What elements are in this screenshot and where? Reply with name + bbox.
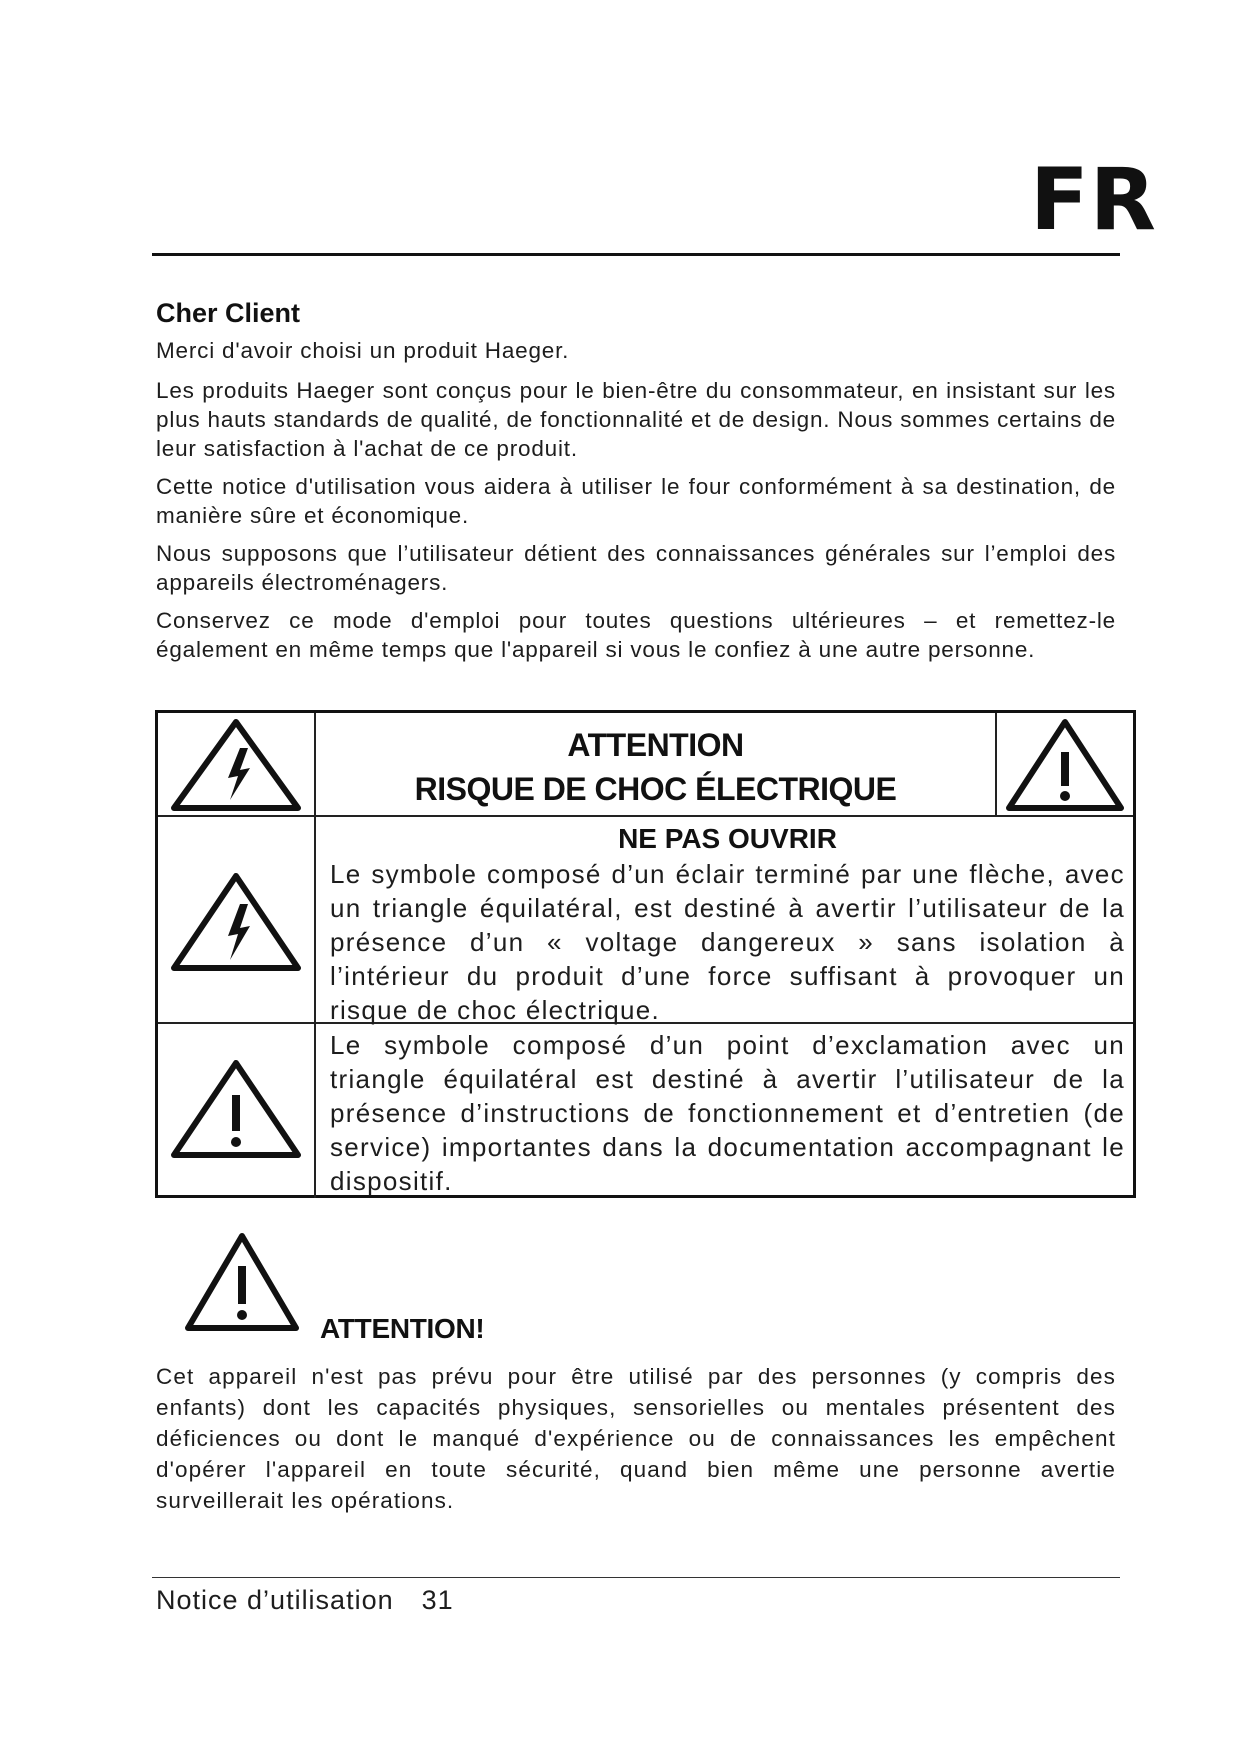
footer-label: Notice d’utilisation: [156, 1585, 394, 1615]
intro-paragraph: Cette notice d'utilisation vous aidera à utiliser le four conformément à sa destination, de manière sûre et économique.: [156, 474, 1116, 528]
intro-paragraph: Merci d'avoir choisi un produit Haeger.: [156, 338, 570, 363]
warning-header: [316, 713, 997, 817]
footer: [156, 1585, 454, 1616]
lightning-description-cell: [316, 817, 1133, 1024]
exclamation-symbol-text: Le symbole composé d’un point d’exclamation avec un triangle équilatéral est destiné à avertir l’utilisateur de la présence d’instructions de fonctionnement et d’entretien (de service) importantes dans la documentation accompagnant le dispositif.: [330, 1030, 1125, 1196]
intro-text: [156, 336, 1116, 673]
page-number: 31: [421, 1585, 454, 1615]
intro-paragraph: Nous supposons que l’utilisateur détient des connaissances générales sur l’emploi des appareils électroménagers.: [156, 541, 1116, 595]
warning-icon-cell: [158, 817, 316, 1024]
greeting-heading: Cher Client: [156, 298, 301, 328]
exclamation-triangle-icon: [170, 1059, 302, 1159]
lightning-symbol-text: Le symbole composé d’un éclair terminé par une flèche, avec un triangle équilatéral, est destiné à avertir l’utilisateur de la présence d’un « voltage dangereux » sans isolation à l’intérieur du produit d’une force suffisant à provoquer un risque de choc électrique.: [330, 859, 1125, 1025]
warning-icon-cell: [997, 713, 1133, 817]
warning-title: ATTENTION: [567, 727, 744, 763]
attention-heading: ATTENTION!: [320, 1313, 485, 1344]
lightning-triangle-icon: [170, 718, 302, 812]
intro-paragraph: Les produits Haeger sont conçus pour le bien-être du consommateur, en insistant sur les plus hauts standards de qualité, de fonctionnalité et de design. Nous sommes certains de leur satisfaction à l'achat de ce produit.: [156, 378, 1116, 461]
warning-subtitle: RISQUE DE CHOC ÉLECTRIQUE: [414, 771, 897, 807]
language-code: FR: [1030, 150, 1157, 250]
warning-icon-cell: [158, 713, 316, 817]
intro-paragraph: Conservez ce mode d'emploi pour toutes questions ultérieures – et remettez-le également en même temps que l'appareil si vous le confiez à une autre personne.: [156, 608, 1116, 662]
warning-icon-cell: [158, 1024, 316, 1198]
exclamation-triangle-icon: [184, 1232, 300, 1332]
exclamation-triangle-icon: [1005, 718, 1125, 812]
exclamation-description-cell: [316, 1024, 1133, 1198]
do-not-open-heading: NE PAS OUVRIR: [618, 823, 837, 854]
header-divider: [152, 253, 1120, 256]
attention-text: Cet appareil n'est pas prévu pour être utilisé par des personnes (y compris des enfants) dont les capacités physiques, sensorielles ou mentales présentent des déficiences ou dont le manqué d'expérience ou de connaissances les empêchent d'opérer l'appareil en toute sécurité, quand bien même une personne avertie surveillerait les opérations.: [156, 1364, 1116, 1513]
lightning-triangle-icon: [170, 872, 302, 972]
warning-table: [155, 710, 1136, 1198]
footer-divider: [152, 1577, 1120, 1578]
